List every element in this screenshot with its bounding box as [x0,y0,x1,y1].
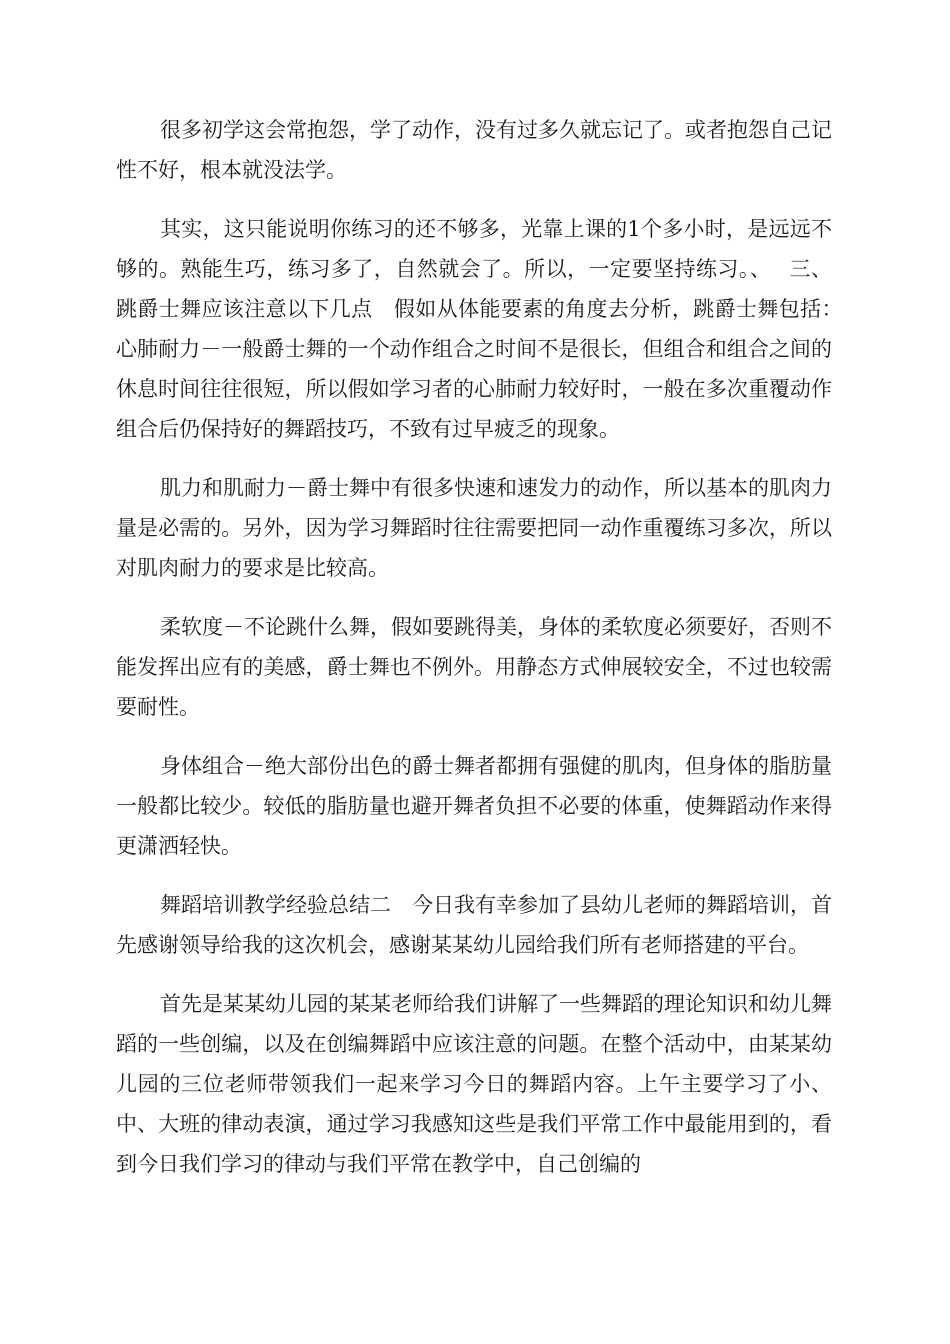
paragraph-2: 其实，这只能说明你练习的还不够多，光靠上课的1个多小时，是远远不够的。熟能生巧，练习多了，自然就会了。所以，一定要坚持练习。、 三、跳爵士舞应该注意以下几点 假如从体能要素的角度去分析，跳爵士舞包括： 心肺耐力－一般爵士舞的一个动作组合之时间不是很长，但组合和组合之间的休息时间往往很短，所以假如学习者的心肺耐力较好时，一般在多次重覆动作组合后仍保持好的舞蹈技巧，不致有过早疲乏的现象。 [116,217,860,441]
paragraph-3: 肌力和肌耐力－爵士舞中有很多快速和速发力的动作，所以基本的肌肉力量是必需的。另外，因为学习舞蹈时往往需要把同一动作重覆练习多次，所以对肌肉耐力的要求是比较高。 [116,476,832,580]
document-body [116,110,860,1203]
paragraph-5: 身体组合－绝大部份出色的爵士舞者都拥有强健的肌肉，但身体的脂肪量一般都比较少。较低的脂肪量也避开舞者负担不必要的体重，使舞蹈动作来得更潇洒轻快。 [116,754,832,858]
paragraph-4: 柔软度－不论跳什么舞，假如要跳得美，身体的柔软度必须要好，否则不能发挥出应有的美感，爵士舞也不例外。用静态方式伸展较安全，不过也较需要耐性。 [116,615,832,719]
paragraph-1: 很多初学这会常抱怨，学了动作，没有过多久就忘记了。或者抱怨自己记性不好，根本就没法学。 [116,118,832,182]
paragraph-6: 舞蹈培训教学经验总结二 今日我有幸参加了县幼儿老师的舞蹈培训，首先感谢领导给我的这次机会，感谢某某幼儿园给我们所有老师搭建的平台。 [116,893,832,957]
paragraph-7: 首先是某某幼儿园的某某老师给我们讲解了一些舞蹈的理论知识和幼儿舞蹈的一些创编，以及在创编舞蹈中应该注意的问题。在整个活动中，由某某幼儿园的三位老师带领我们一起来学习今日的舞蹈内容。上午主要学习了小、中、大班的律动表演，通过学习我感知这些是我们平常工作中最能用到的，看到今日我们学习的律动与我们平常在教学中，自己创编的 [116,992,832,1176]
